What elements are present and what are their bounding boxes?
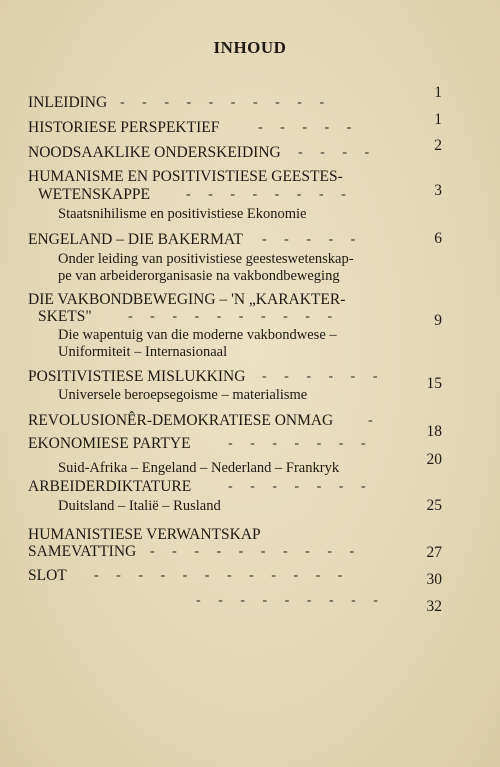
entry-subtitle: Onder leiding van positivistiese geesteswetenskap- <box>58 251 354 267</box>
entry-subtitle: Staatsnihilisme en positivistiese Ekonomie <box>58 206 307 222</box>
entry-label: WETENSKAPPE <box>38 186 150 203</box>
page-number: 18 <box>426 423 442 440</box>
page-number: 2 <box>434 137 442 154</box>
toc-subentry <box>0 343 500 363</box>
entry-label: INLEIDING <box>28 94 108 111</box>
entry-label: ARBEIDERDIKTATURE <box>28 478 192 495</box>
entry-label: EKONOMIESE PARTYE <box>28 435 191 452</box>
page-number: 6 <box>434 230 442 247</box>
toc-subentry <box>0 205 500 225</box>
page-number: 3 <box>434 182 442 199</box>
leader-dots: - - - - - - - - - <box>196 593 385 608</box>
entry-label: NOODSAAKLIKE ONDERSKEIDING <box>28 144 281 161</box>
entry-label: POSITIVISTIESE MISLUKKING <box>28 368 246 385</box>
entry-subtitle: Die wapentuig van die moderne vakbondwese – <box>58 327 337 343</box>
leader-dots: - - - - - - - <box>228 436 373 451</box>
entry-subtitle: pe van arbeiderorganisasie na vakbondbeweging <box>58 268 340 284</box>
page-number: 27 <box>426 544 442 561</box>
leader-dots: - - - - - <box>258 120 359 135</box>
entry-label: HUMANISME EN POSITIVISTIESE GEESTES- <box>28 168 343 185</box>
page-number: 15 <box>426 375 442 392</box>
leader-dots: - - - - - - <box>262 369 385 384</box>
leader-dots: - - - - - - - - - - <box>120 95 332 110</box>
page-number: 30 <box>426 571 442 588</box>
page-number: 25 <box>426 497 442 514</box>
entry-subtitle: Universele beroepsegoisme – materialisme <box>58 387 308 403</box>
leader-dots: - - - - - - - - - - - - <box>94 568 350 583</box>
entry-subtitle: Duitsland – Italië – Rusland <box>58 498 221 514</box>
page-number: 1 <box>434 111 442 128</box>
entry-subtitle: Suid-Afrika – Engeland – Nederland – Frankryk <box>58 460 340 476</box>
entry-label: DIE VAKBONDBEWEGING – 'N „KARAKTER- <box>28 291 346 308</box>
leader-dots: - - - - - - - - - - <box>150 544 362 559</box>
leader-dots: - - - - - - - - <box>186 187 353 202</box>
toc-entry <box>0 477 500 497</box>
entry-label: SLOT <box>28 567 67 584</box>
page-number: 1 <box>434 84 442 101</box>
leader-dots: - - - - - - - <box>228 479 373 494</box>
toc-title: INHOUD <box>213 38 287 57</box>
leader-dots: - - - - - - - - - - <box>128 309 340 324</box>
entry-label: HUMANISTIESE VERWANTSKAP <box>28 526 261 543</box>
entry-subtitle: Uniformiteit – Internasionaal <box>58 344 228 360</box>
page-number: 20 <box>426 451 442 468</box>
entry-label: HISTORIESE PERSPEKTIEF <box>28 119 220 136</box>
page-number: 9 <box>434 312 442 329</box>
page-number: 32 <box>426 598 442 615</box>
leader-dots: - - - - <box>298 145 377 160</box>
entry-label: SKETS" <box>38 308 92 325</box>
leader-dots: - <box>368 413 380 428</box>
leader-dots: - - - - - <box>262 232 363 247</box>
entry-label: ENGELAND – DIE BAKERMAT <box>28 231 243 248</box>
entry-label: REVOLUSIONÊR-DEMOKRATIESE ONMAG <box>28 412 334 429</box>
toc-subentry <box>0 267 500 287</box>
entry-label: SAMEVATTING <box>28 543 137 560</box>
